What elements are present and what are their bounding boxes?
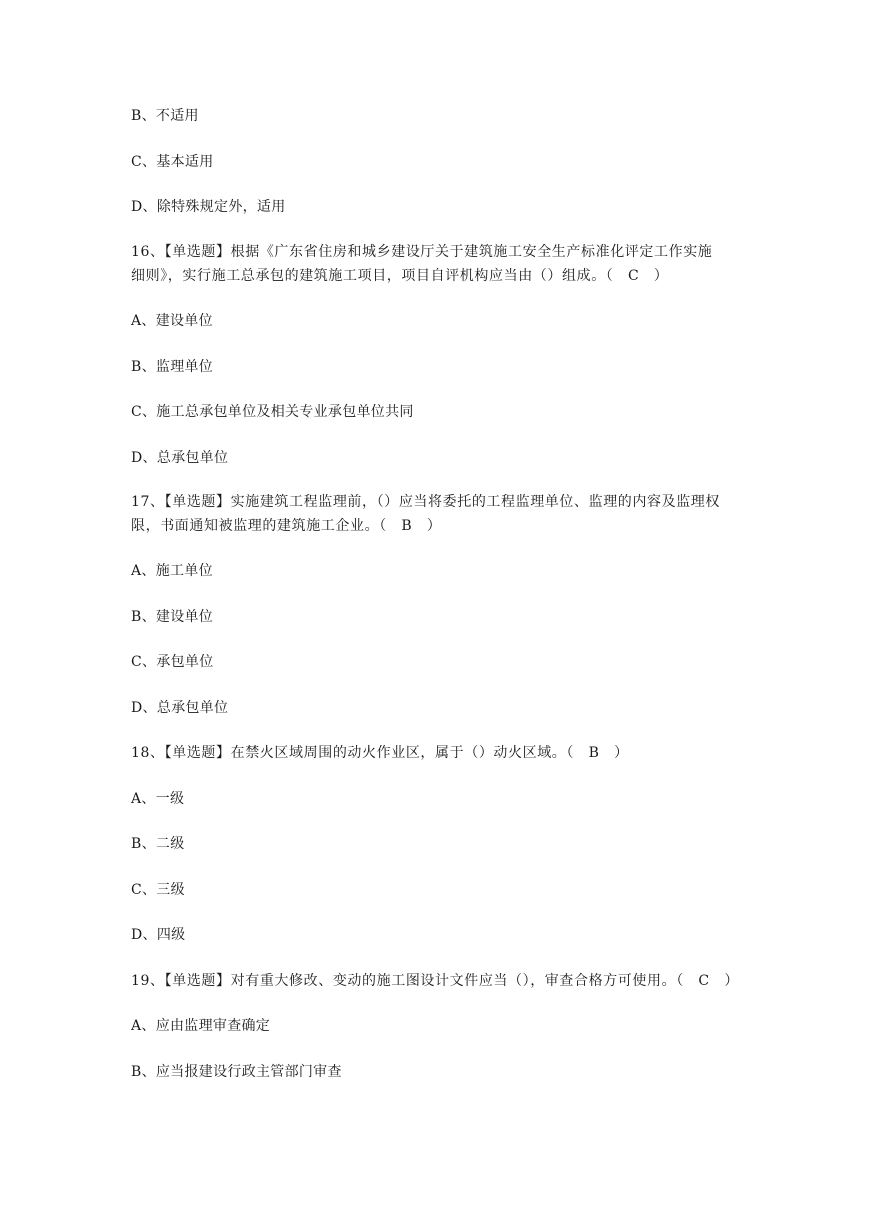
q16-stem-line1: 16、【单选题】根据《广东省住房和城乡建设厅关于建筑施工安全生产标准化评定工作实施 xyxy=(131,244,713,260)
q16-option-a: A、建设单位 xyxy=(131,313,213,329)
q18-option-a: A、一级 xyxy=(131,791,185,807)
q17-option-b: B、建设单位 xyxy=(131,609,214,625)
q15-option-b: B、不适用 xyxy=(131,108,199,124)
q18-option-d: D、四级 xyxy=(131,927,186,943)
q17-option-d: D、总承包单位 xyxy=(131,700,229,716)
q16-stem-line2: 细则》，实行施工总承包的建筑施工项目，项目自评机构应当由（）组成。（ C ） xyxy=(131,268,669,284)
q19-option-b: B、应当报建设行政主管部门审查 xyxy=(131,1064,342,1080)
q15-option-d: D、除特殊规定外，适用 xyxy=(131,199,286,215)
q16-option-b: B、监理单位 xyxy=(131,359,214,375)
q18-option-b: B、二级 xyxy=(131,836,185,852)
q19-stem-line1: 19、【单选题】对有重大修改、变动的施工图设计文件应当（），审查合格方可使用。（ C ） xyxy=(131,973,739,989)
q19-option-a: A、应由监理审查确定 xyxy=(131,1018,271,1034)
q16-option-d: D、总承包单位 xyxy=(131,450,229,466)
q15-option-c: C、基本适用 xyxy=(131,154,214,170)
q17-stem-line2: 限，书面通知被监理的建筑施工企业。（ B ） xyxy=(131,518,442,534)
q17-option-c: C、承包单位 xyxy=(131,654,214,670)
q18-stem-line1: 18、【单选题】在禁火区域周围的动火作业区，属于（）动火区域。（ B ） xyxy=(131,745,629,761)
q18-option-c: C、三级 xyxy=(131,882,185,898)
q16-option-c: C、施工总承包单位及相关专业承包单位共同 xyxy=(131,404,414,420)
q17-stem-line1: 17、【单选题】实施建筑工程监理前，（）应当将委托的工程监理单位、监理的内容及监理权 xyxy=(131,494,721,510)
q17-option-a: A、施工单位 xyxy=(131,563,213,579)
